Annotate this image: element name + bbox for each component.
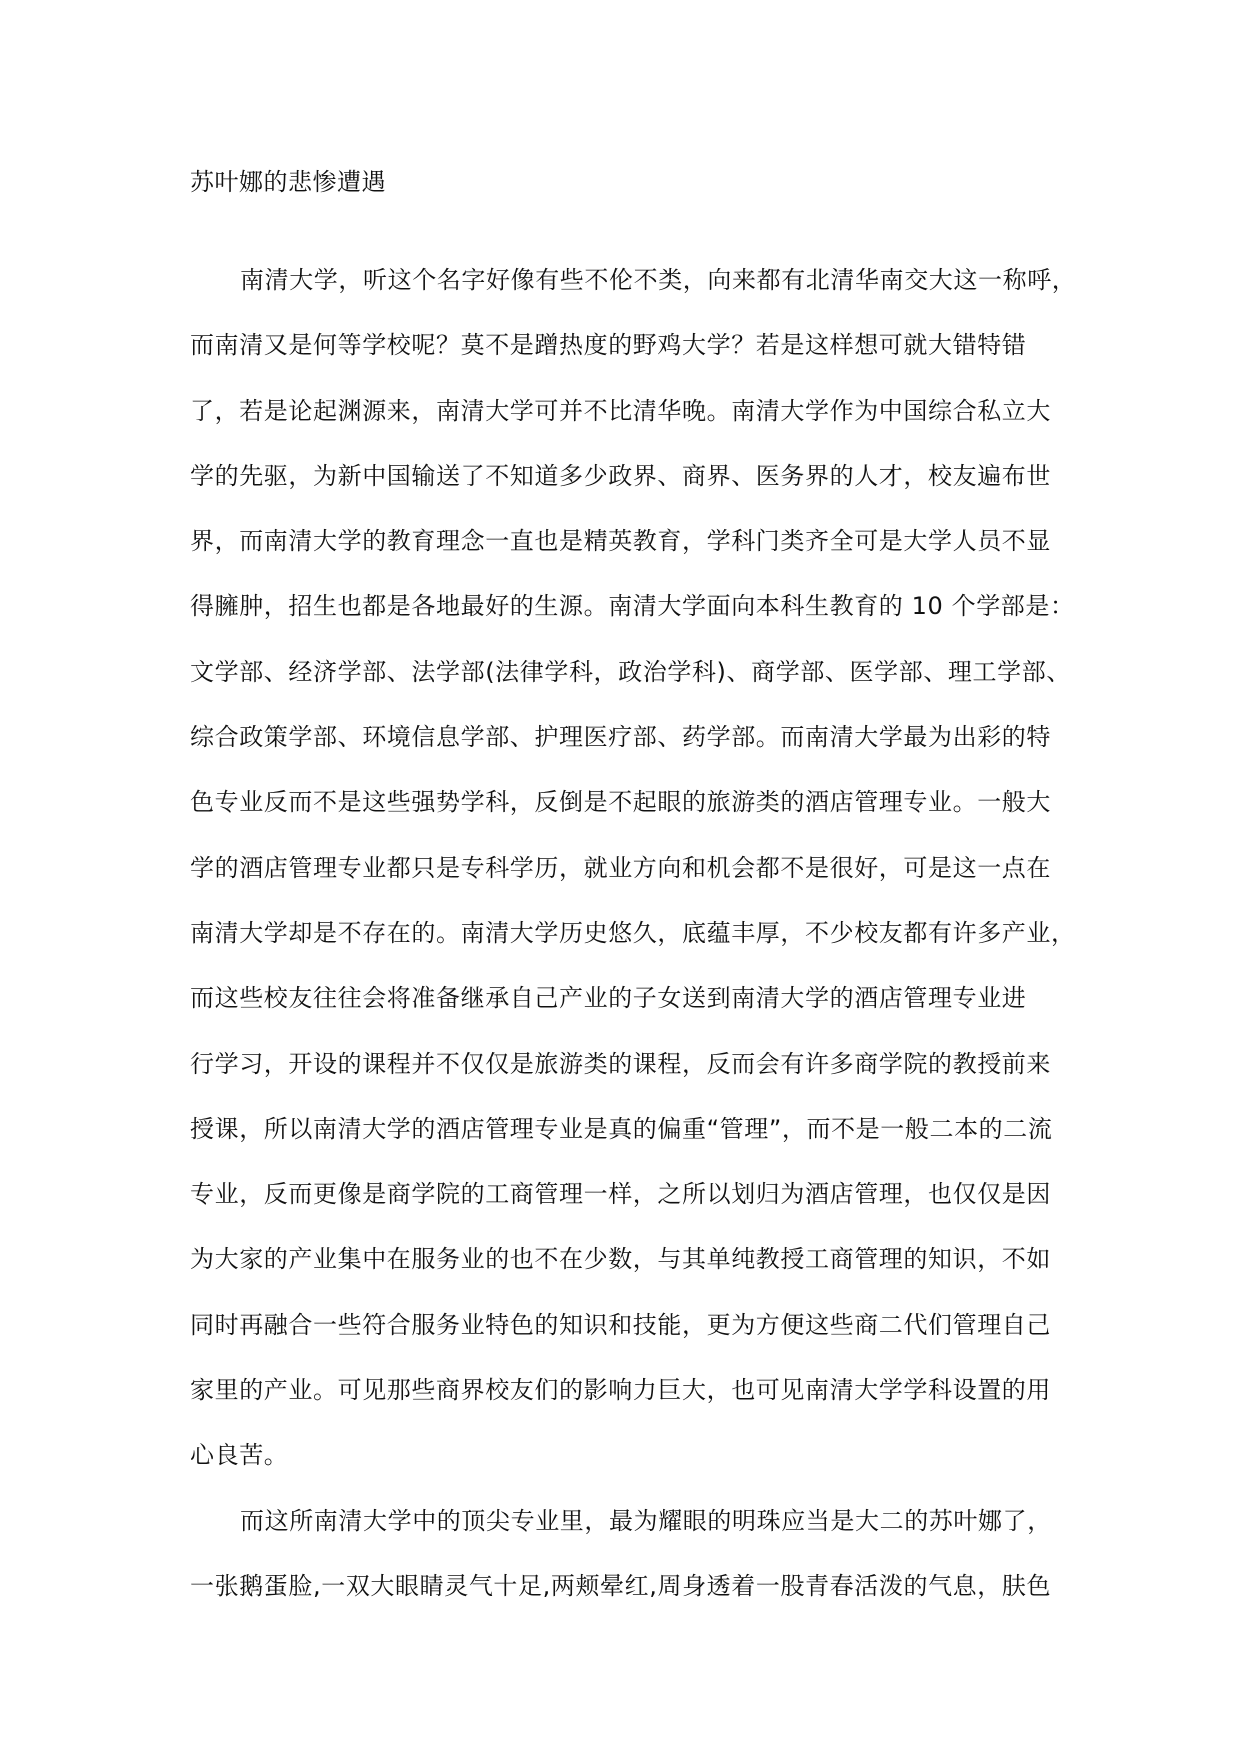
body-line: 专业，反而更像是商学院的工商管理一样，之所以划归为酒店管理，也仅仅是因 (190, 1180, 1051, 1209)
document-body (190, 262, 1077, 1633)
body-line: 界，而南清大学的教育理念一直也是精英教育，学科门类齐全可是大学人员不显 (190, 527, 1051, 556)
body-line: 而这些校友往往会将准备继承自己产业的子女送到南清大学的酒店管理专业进 (190, 984, 1027, 1013)
body-line: 一张鹅蛋脸,一双大眼睛灵气十足,两颊晕红,周身透着一股青春活泼的气息，肤色 (190, 1571, 1052, 1600)
body-line: 行学习，开设的课程并不仅仅是旅游类的课程，反而会有许多商学院的教授前来 (190, 1049, 1051, 1078)
body-line: 学的酒店管理专业都只是专科学历，就业方向和机会都不是很好，可是这一点在 (190, 853, 1051, 882)
body-line: 而南清又是何等学校呢？莫不是蹭热度的野鸡大学？若是这样想可就大错特错 (190, 331, 1027, 360)
document-title: 苏叶娜的悲惨遭遇 (190, 168, 386, 196)
body-line: 家里的产业。可见那些商界校友们的影响力巨大，也可见南清大学学科设置的用 (190, 1376, 1051, 1405)
body-line: 为大家的产业集中在服务业的也不在少数，与其单纯教授工商管理的知识，不如 (190, 1245, 1051, 1274)
body-line: 心良苦。 (190, 1441, 289, 1470)
body-line: 了，若是论起渊源来，南清大学可并不比清华晚。南清大学作为中国综合私立大 (190, 396, 1051, 425)
body-line: 授课，所以南清大学的酒店管理专业是真的偏重“管理”，而不是一般二本的二流 (190, 1114, 1053, 1143)
body-line: 南清大学，听这个名字好像有些不伦不类，向来都有北清华南交大这一称呼， (240, 266, 1077, 294)
body-line: 学的先驱，为新中国输送了不知道多少政界、商界、医务界的人才，校友遍布世 (190, 461, 1051, 490)
body-line: 而这所南清大学中的顶尖专业里，最为耀眼的明珠应当是大二的苏叶娜了， (240, 1506, 1052, 1535)
body-line: 得臃肿，招生也都是各地最好的生源。南清大学面向本科生教育的 10 个学部是： (190, 592, 1075, 621)
body-line: 综合政策学部、环境信息学部、护理医疗部、药学部。而南清大学最为出彩的特 (190, 723, 1051, 752)
body-line: 同时再融合一些符合服务业特色的知识和技能，更为方便这些商二代们管理自己 (190, 1310, 1051, 1339)
body-line: 南清大学却是不存在的。南清大学历史悠久，底蕴丰厚，不少校友都有许多产业， (190, 918, 1076, 947)
body-line: 文学部、经济学部、法学部(法律学科，政治学科)、商学部、医学部、理工学部、 (190, 657, 1071, 686)
body-line: 色专业反而不是这些强势学科，反倒是不起眼的旅游类的酒店管理专业。一般大 (190, 788, 1051, 817)
